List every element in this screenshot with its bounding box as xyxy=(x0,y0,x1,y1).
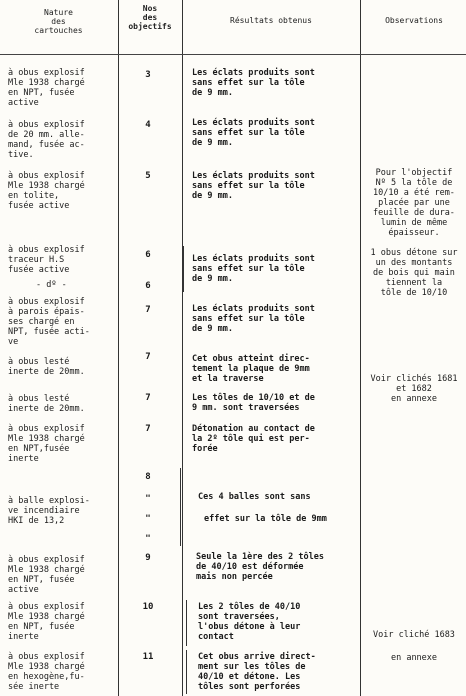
objectif-number: 6 xyxy=(145,281,151,291)
objectif-number: " xyxy=(145,494,151,504)
result-cell: Les éclats produits sont sans effet sur la tôle de 9 mm. xyxy=(192,254,315,284)
nature-cell: à obus explosif Mle 1938 chargé en tolite, fusée active xyxy=(8,171,85,211)
objectif-number: 5 xyxy=(145,171,151,181)
observation-brace xyxy=(356,244,361,296)
header-nature: Nature des cartouches xyxy=(34,8,83,35)
result-cell: Seule la 1ère des 2 tôles de 40/10 est déformée mais non percée xyxy=(196,552,324,582)
result-brace xyxy=(183,246,188,292)
result-cell: effet sur la tôle de 9mm xyxy=(204,514,327,524)
nature-cell: à obus explosif Mle 1938 chargé en NPT, fusée active xyxy=(8,68,85,108)
column-divider-2 xyxy=(182,0,183,696)
result-brace xyxy=(186,600,191,646)
nature-cell: à obus lesté inerte de 20mm. xyxy=(8,357,85,377)
result-cell: Les tôles de 10/10 et de 9 mm. sont traversées xyxy=(192,393,315,413)
result-cell: Les 2 tôles de 40/10 sont traversées, l'obus détone à leur contact xyxy=(198,602,301,642)
objectif-number: 3 xyxy=(145,70,151,80)
observation-cell: Pour l'objectif Nº 5 la tôle de 10/10 a été rem- placée par une feuille de dura- lumin de même épaisseur. xyxy=(373,168,455,238)
objectif-number: " xyxy=(145,534,151,544)
objectif-number: 7 xyxy=(145,305,151,315)
result-brace xyxy=(186,650,191,694)
nature-cell: à obus explosif Mle 1938 chargé en NPT,fusée inerte xyxy=(8,424,85,464)
result-cell: Cet obus arrive direct- ment sur les tôles de 40/10 et détone. Les tôles sont perforées xyxy=(198,652,316,692)
nature-cell: - dº - xyxy=(36,280,67,290)
header-objectifs: Nos des objectifs xyxy=(128,4,172,31)
observation-cell: 1 obus détone sur un des montants de bois qui main tiennent la tôle de 10/10 xyxy=(370,248,458,298)
header-resultats: Résultats obtenus xyxy=(230,16,312,25)
objectif-number: " xyxy=(145,514,151,524)
header-observations: Observations xyxy=(385,16,443,25)
result-cell: Détonation au contact de la 2º tôle qui est per- forée xyxy=(192,424,315,454)
observation-cell: Voir clichés 1681 et 1682 en annexe xyxy=(370,374,458,404)
objectif-number: 8 xyxy=(145,472,151,482)
observation-cell: en annexe xyxy=(390,653,438,663)
result-cell: Les éclats produits sont sans effet sur la tôle de 9 mm. xyxy=(192,304,315,334)
header-rule xyxy=(0,54,466,55)
result-cell: Les éclats produits sont sans effet sur la tôle de 9 mm. xyxy=(192,118,315,148)
objectif-number: 11 xyxy=(142,652,154,662)
observation-cell: Voir cliché 1683 xyxy=(373,630,455,640)
nature-cell: à obus explosif traceur H.S fusée active xyxy=(8,245,85,275)
column-divider-1 xyxy=(118,0,119,696)
objectif-number: 9 xyxy=(145,553,151,563)
objectif-number: 7 xyxy=(145,393,151,403)
result-cell: Ces 4 balles sont sans xyxy=(198,492,311,502)
result-cell: Les éclats produits sont sans effet sur la tôle de 9 mm. xyxy=(192,171,315,201)
result-cell: Les éclats produits sont sans effet sur la tôle de 9 mm. xyxy=(192,68,315,98)
nature-cell: à balle explosi- ve incendiaire HKI de 13,2 xyxy=(8,496,90,526)
objectif-number: 6 xyxy=(145,250,151,260)
nature-cell: à obus explosif de 20 mm. alle- mand, fusée ac- tive. xyxy=(8,120,85,160)
column-divider-3 xyxy=(360,0,361,696)
nature-cell: à obus explosif à parois épais- ses chargé en NPT, fusée acti- ve xyxy=(8,297,90,347)
objectif-number: 7 xyxy=(145,424,151,434)
observation-brace xyxy=(356,168,361,238)
nature-cell: à obus explosif Mle 1938 chargé en NPT, fusée active xyxy=(8,555,85,595)
result-cell: Cet obus atteint direc- tement la plaque de 9mm et la traverse xyxy=(192,354,310,384)
nature-cell: à obus explosif Mle 1938 chargé en NPT, fusée inerte xyxy=(8,602,85,642)
nature-cell: à obus lesté inerte de 20mm. xyxy=(8,394,85,414)
objectif-number: 7 xyxy=(145,352,151,362)
number-brace xyxy=(176,468,181,546)
objectif-number: 10 xyxy=(142,602,154,612)
objectif-number: 4 xyxy=(145,120,151,130)
nature-cell: à obus explosif Mle 1938 chargé en hexogène,fu- sée inerte xyxy=(8,652,85,692)
